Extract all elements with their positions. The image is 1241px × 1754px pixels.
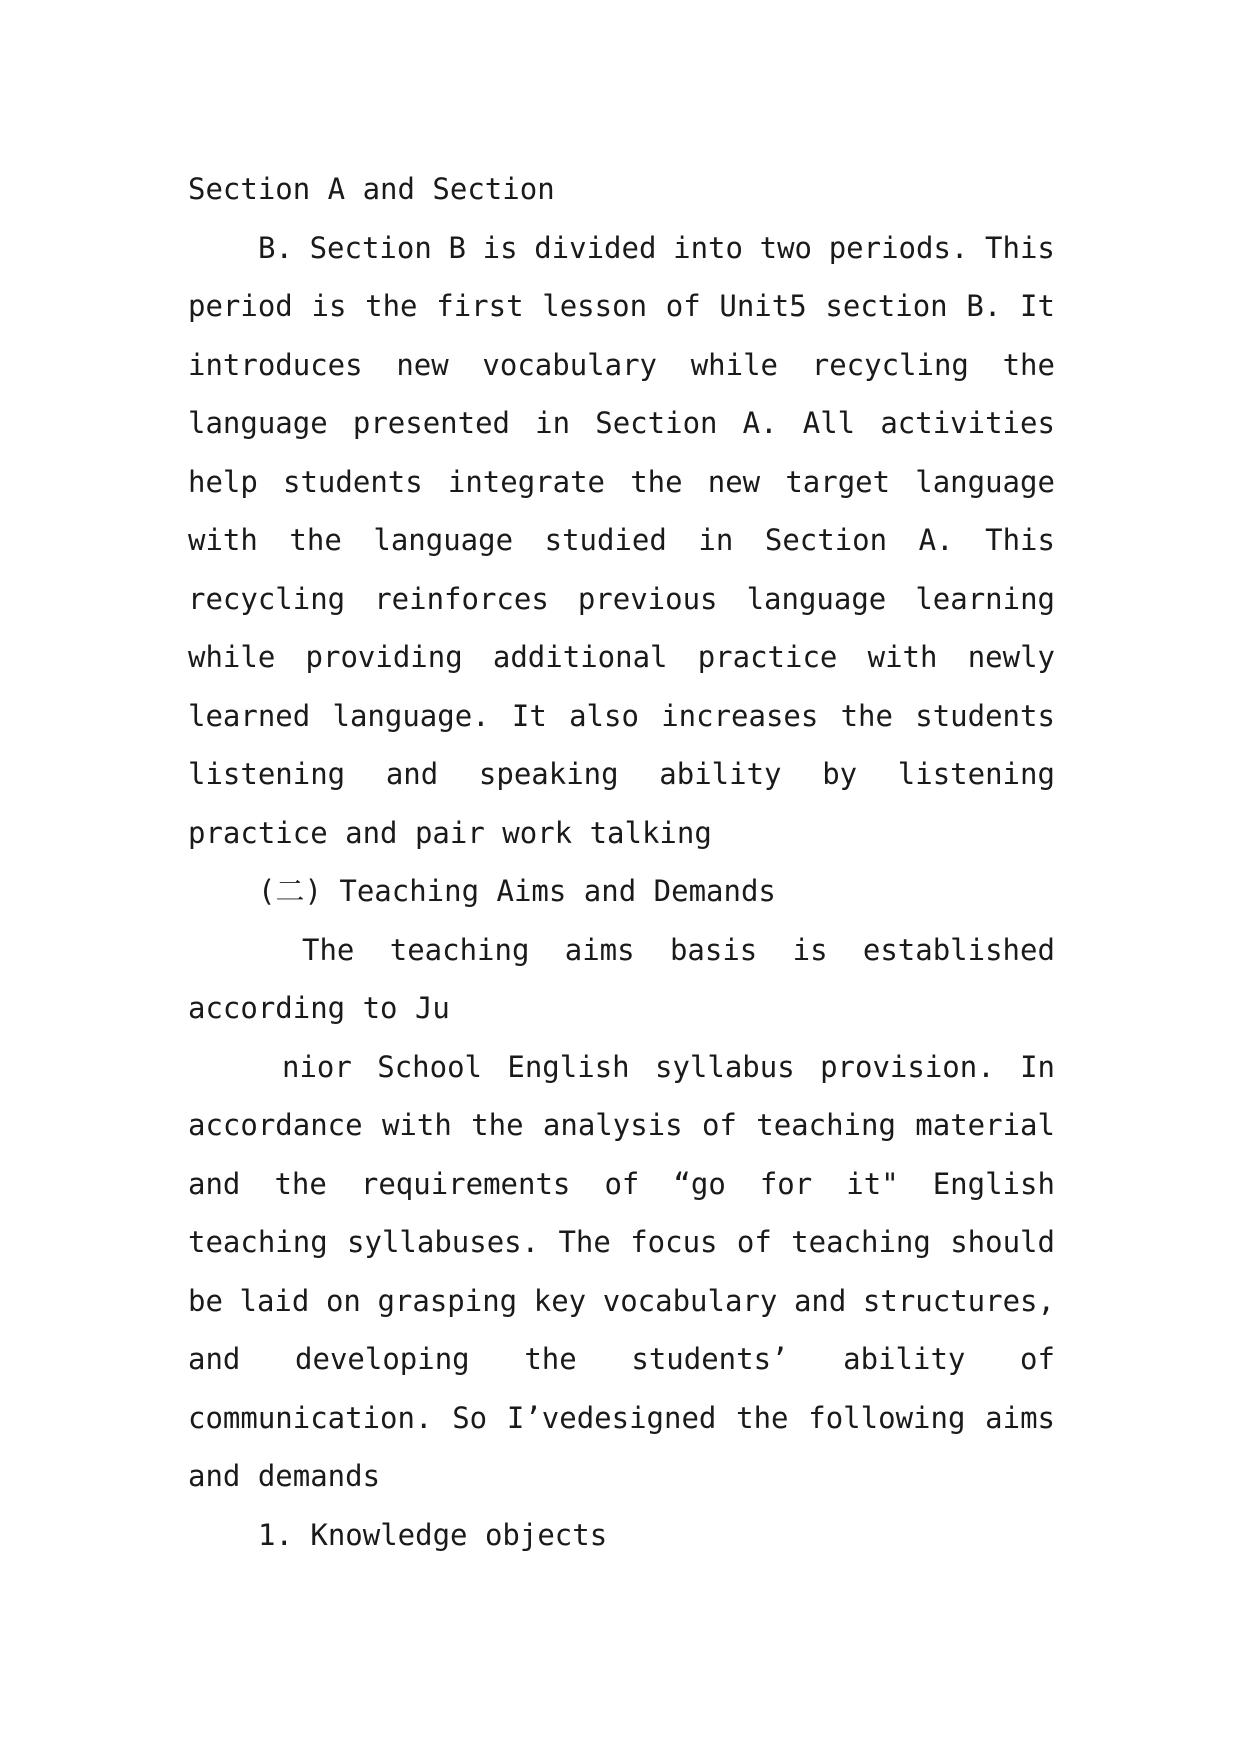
- word: basis: [669, 932, 758, 967]
- word: requirements: [360, 1166, 571, 1201]
- word: of: [665, 289, 701, 323]
- word: of: [701, 1108, 737, 1142]
- word: language: [746, 581, 887, 616]
- word: listening: [897, 757, 1055, 791]
- word: period: [188, 289, 293, 323]
- word: following: [808, 1400, 966, 1435]
- text-line: [188, 1155, 1055, 1214]
- word: while: [188, 640, 276, 674]
- text-line: [188, 628, 1055, 687]
- word: syllabus: [655, 1049, 795, 1084]
- word: students: [915, 698, 1055, 733]
- word: also: [569, 698, 639, 733]
- word: in: [535, 406, 571, 440]
- word: established: [862, 932, 1055, 967]
- word: with: [188, 523, 258, 557]
- word: and: [385, 757, 439, 791]
- word: and: [188, 1342, 241, 1376]
- word: aims: [985, 1400, 1055, 1435]
- word: the: [524, 1342, 577, 1376]
- word: Unit5: [719, 289, 807, 323]
- text-line: [188, 336, 1055, 395]
- word: with: [867, 640, 938, 674]
- word: speaking: [478, 757, 619, 791]
- word: practice: [697, 640, 838, 674]
- text-line: [188, 277, 1055, 336]
- word: So: [452, 1400, 488, 1435]
- text-line: [188, 1096, 1055, 1155]
- word: It: [1020, 289, 1055, 323]
- word: The: [558, 1225, 611, 1259]
- word: in: [698, 523, 734, 557]
- word: increases: [661, 698, 819, 733]
- word: students: [283, 464, 423, 499]
- word: reinforces: [374, 581, 549, 616]
- word: the: [471, 1108, 524, 1142]
- word: is: [311, 289, 347, 323]
- section-heading: (二) Teaching Aims and Demands: [258, 874, 776, 908]
- word: newly: [967, 640, 1055, 674]
- word: additional: [492, 640, 668, 674]
- word: ability: [659, 757, 782, 791]
- word: the: [630, 464, 683, 499]
- word: is: [482, 230, 518, 265]
- word: presented: [352, 406, 510, 440]
- word: teaching: [756, 1108, 896, 1142]
- word: grasping: [377, 1283, 518, 1318]
- word: while: [690, 347, 779, 382]
- text-line: [188, 921, 1055, 980]
- text-line: [188, 1038, 1055, 1097]
- word: it": [846, 1166, 899, 1201]
- text-line: [188, 1213, 1055, 1272]
- word: and: [188, 1166, 241, 1201]
- word: B: [448, 230, 466, 265]
- word: language.: [332, 698, 490, 733]
- word: developing: [295, 1342, 470, 1376]
- word: analysis: [542, 1108, 683, 1142]
- text-line: [188, 1330, 1055, 1389]
- body-text: [188, 160, 1055, 1564]
- word: communication.: [188, 1400, 433, 1435]
- text-line: Section A and Section: [188, 172, 555, 206]
- word: integrate: [447, 464, 606, 499]
- word: key: [533, 1283, 587, 1318]
- word: It: [511, 698, 547, 733]
- text-line: [188, 511, 1055, 570]
- word: School: [377, 1049, 482, 1084]
- word: language: [188, 406, 328, 440]
- text-line: and demands: [188, 1459, 381, 1493]
- word: target: [785, 464, 891, 499]
- word: Section: [595, 406, 718, 440]
- word: students’: [631, 1342, 789, 1376]
- word: material: [915, 1108, 1055, 1142]
- word: is: [792, 932, 828, 967]
- word: A.: [742, 406, 778, 440]
- word: listening: [188, 757, 346, 791]
- word: aims: [564, 932, 635, 967]
- word: In: [1020, 1049, 1055, 1084]
- word: first: [436, 289, 524, 323]
- text-line: according to Ju: [188, 991, 450, 1025]
- word: nior: [282, 1049, 352, 1084]
- word: help: [188, 464, 258, 499]
- word: All: [802, 406, 856, 440]
- word: This: [985, 230, 1055, 265]
- text-line: [188, 570, 1055, 629]
- word: on: [325, 1283, 361, 1318]
- word: vocabulary: [602, 1283, 778, 1318]
- word: Section: [309, 230, 432, 265]
- word: section: [825, 289, 948, 323]
- word: lesson: [542, 289, 648, 323]
- word: two: [759, 230, 813, 265]
- word: structures,: [862, 1283, 1055, 1318]
- word: the: [1002, 347, 1055, 382]
- word: be: [188, 1283, 223, 1318]
- word: B.: [966, 289, 1002, 323]
- word: divided: [534, 230, 657, 265]
- word: laid: [239, 1283, 310, 1318]
- text-line: [188, 687, 1055, 746]
- word: accordance: [188, 1108, 363, 1142]
- text-line: practice and pair work talking: [188, 815, 712, 850]
- word: the: [736, 1400, 789, 1435]
- word: activities: [880, 406, 1055, 440]
- word: teaching: [791, 1225, 931, 1259]
- word: the: [289, 523, 342, 557]
- word: recycling: [188, 581, 346, 616]
- word: teaching: [188, 1225, 328, 1259]
- word: language: [915, 464, 1055, 499]
- word: of: [1020, 1342, 1055, 1376]
- word: teaching: [389, 932, 530, 967]
- word: of: [604, 1166, 640, 1201]
- word: Section: [764, 523, 888, 557]
- word: the: [274, 1166, 327, 1201]
- word: into: [673, 230, 743, 265]
- word: The: [302, 932, 355, 967]
- word: This: [985, 523, 1055, 557]
- text-line: [188, 453, 1055, 512]
- word: focus: [630, 1225, 718, 1259]
- list-heading: 1. Knowledge objects: [258, 1517, 608, 1552]
- text-line: [188, 745, 1055, 804]
- word: new: [396, 347, 449, 382]
- word: and: [793, 1283, 847, 1318]
- text-line: [188, 394, 1055, 453]
- text-line: [188, 1272, 1055, 1331]
- word: provision.: [820, 1049, 995, 1084]
- word: of: [736, 1225, 772, 1259]
- word: I’vedesigned: [506, 1400, 717, 1435]
- word: introduces: [188, 347, 363, 382]
- word: previous: [577, 581, 718, 616]
- word: recycling: [811, 347, 969, 382]
- word: learning: [915, 581, 1055, 616]
- word: the: [365, 289, 418, 323]
- word: English: [507, 1049, 630, 1084]
- word: B.: [258, 230, 293, 265]
- text-line: [188, 1389, 1055, 1448]
- word: the: [840, 698, 893, 733]
- word: with: [381, 1108, 452, 1142]
- word: providing: [305, 640, 463, 674]
- word: “go: [673, 1166, 726, 1201]
- word: English: [932, 1166, 1055, 1201]
- word: syllabuses.: [347, 1225, 540, 1259]
- word: ability: [843, 1342, 966, 1376]
- text-line: [188, 219, 1055, 278]
- word: periods.: [828, 230, 969, 265]
- word: learned: [188, 698, 311, 733]
- word: language: [373, 523, 514, 557]
- word: vocabulary: [482, 347, 658, 382]
- word: for: [759, 1166, 813, 1201]
- word: new: [707, 464, 761, 499]
- word: by: [822, 757, 858, 791]
- word: should: [950, 1225, 1055, 1259]
- word: studied: [544, 523, 667, 557]
- word: A.: [918, 523, 954, 557]
